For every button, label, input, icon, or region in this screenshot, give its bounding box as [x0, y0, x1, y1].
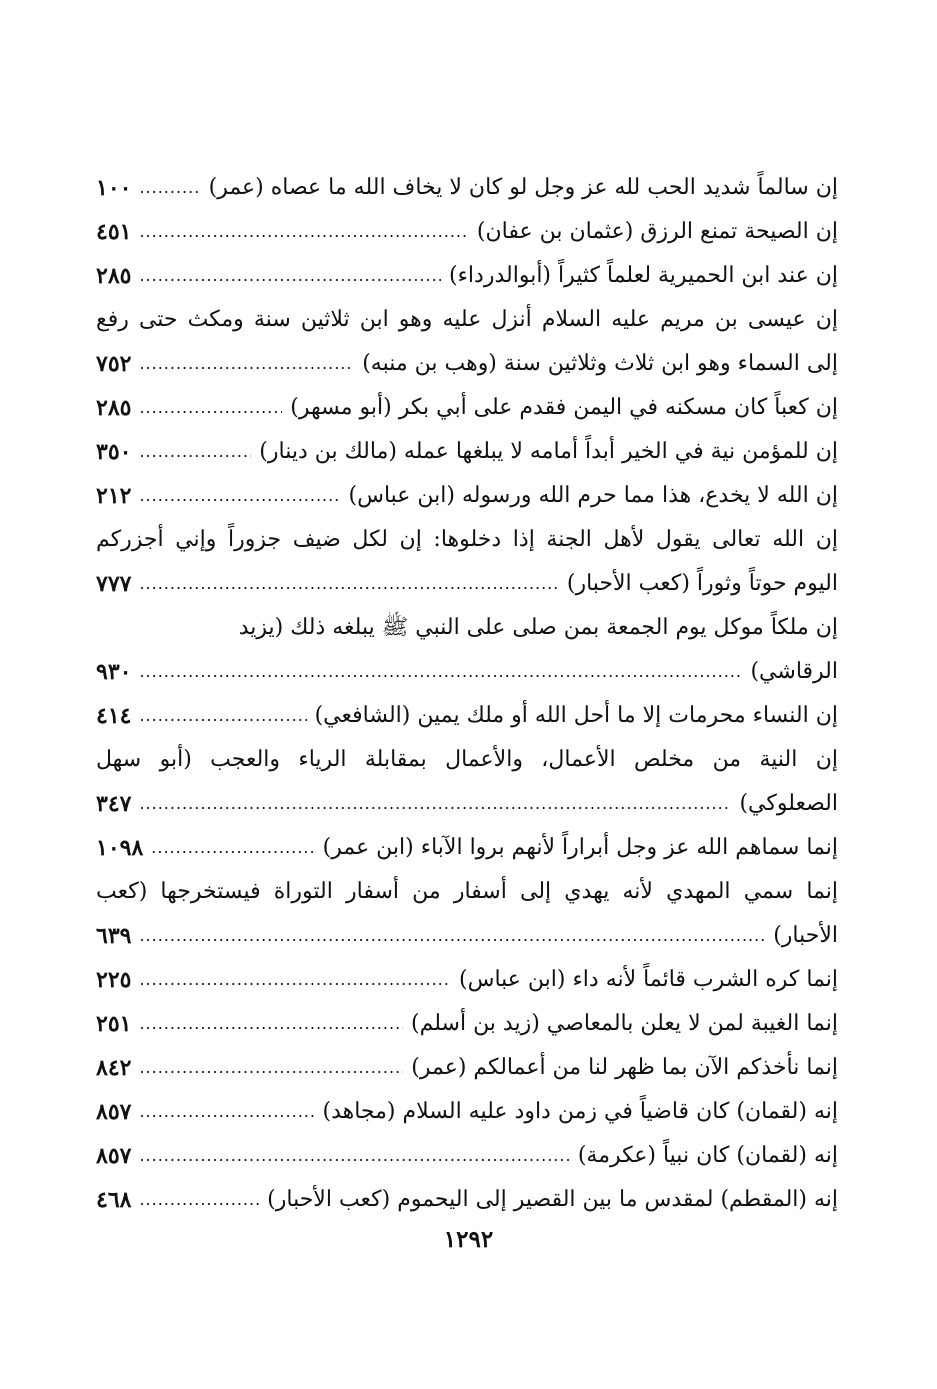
index-entry-page: ٨٥٧ [96, 1143, 132, 1169]
page-number: ١٢٩٢ [443, 1226, 494, 1253]
index-entry-text: إن الصيحة تمنع الرزق (عثمان بن عفان) [476, 219, 838, 244]
index-entry [96, 430, 838, 474]
index-entry-page: ٨٥٧ [96, 1099, 132, 1125]
index-entry [96, 826, 838, 870]
index-entry-text: إن كعباً كان مسكنه في اليمن فقدم على أبي بكر (أبو مسهر) [290, 395, 838, 420]
leader-dots [139, 1046, 403, 1090]
index-entry [96, 474, 838, 518]
index-entry-page: ٦٣٩ [96, 923, 132, 949]
index-entry [96, 254, 838, 298]
index-entry-text: إنما نأخذكم الآن بما ظهر لنا من أعمالكم (عمر) [411, 1055, 838, 1080]
index-entry-text: إنما سماهم الله عز وجل أبراراً لأنهم بروا الآباء (ابن عمر) [322, 835, 838, 860]
leader-dots [139, 342, 354, 386]
index-entry-text: الرقاشي) [750, 659, 838, 684]
index-entry-page: ٤٥١ [96, 219, 132, 245]
index-entry [96, 958, 838, 1002]
index-entry [96, 1002, 838, 1046]
leader-dots [139, 474, 340, 518]
leader-dots [139, 782, 731, 826]
index-entry [96, 1090, 838, 1134]
index-entry-page: ٢١٢ [96, 483, 132, 509]
index-entry [96, 870, 838, 958]
index-entry [96, 298, 838, 386]
index-entry [96, 1046, 838, 1090]
index-entry-text: إنه (لقمان) كان نبياً (عكرمة) [577, 1143, 838, 1168]
index-entry-text: إنه (لقمان) كان قاضياً في زمن داود عليه السلام (مجاهد) [322, 1099, 838, 1124]
index-entry [96, 518, 838, 606]
index-entry-text: الأحبار) [773, 923, 838, 948]
index-entry-page: ٢٨٥ [96, 395, 132, 421]
index-entry-text: إن للمؤمن نية في الخير أبداً أمامه لا يبلغها عمله (مالك بن دينار) [259, 439, 838, 464]
index-entry-first-line: إن عيسى بن مريم عليه السلام أنزل عليه وهو ابن ثلاثين سنة ومكث حتى رفع [96, 307, 838, 332]
index-entry-page: ٢٢٥ [96, 967, 132, 993]
index-entry-text: إلى السماء وهو ابن ثلاث وثلاثين سنة (وهب بن منبه) [362, 351, 838, 376]
leader-dots [139, 958, 451, 1002]
index-entry-page: ٣٥٠ [96, 439, 132, 465]
leader-dots [139, 1002, 403, 1046]
index-entry-first-line: إن ملكاً موكل يوم الجمعة بمن صلى على النبي ﷺ يبلغه ذلك (يزيد [238, 615, 838, 640]
leader-dots [139, 562, 558, 606]
index-entry-page: ١٠٩٨ [96, 835, 144, 861]
index-entry [96, 386, 838, 430]
leader-dots [139, 914, 765, 958]
index-entry-first-line: إنما سمي المهدي لأنه يهدي إلى أسفار من أسفار التوراة فيستخرجها (كعب [96, 879, 838, 904]
index-entry [96, 606, 838, 694]
index-entry [96, 1134, 838, 1178]
index-entry [96, 210, 838, 254]
index-entry-page: ٢٨٥ [96, 263, 132, 289]
index-entry [96, 738, 838, 826]
leader-dots [139, 694, 306, 738]
index-entry-page: ١٠٠ [96, 175, 132, 201]
index-entry-page: ٤١٤ [96, 703, 132, 729]
index-entry-text: إنما الغيبة لمن لا يعلن بالمعاصي (زيد بن أسلم) [411, 1011, 838, 1036]
index-entry-text: اليوم حوتاً وثوراً (كعب الأحبار) [566, 571, 838, 596]
leader-dots [139, 254, 441, 298]
leader-dots [151, 826, 314, 870]
index-entry-page: ٨٤٢ [96, 1055, 132, 1081]
index-entry-first-line: إن الله تعالى يقول لأهل الجنة إذا دخلوها: إن لكل ضيف جزوراً وإني أجزركم [96, 527, 838, 552]
index-entry [96, 1178, 838, 1222]
index-entry-text: الصعلوكي) [739, 791, 838, 816]
leader-dots [139, 166, 200, 210]
index-entry-text: إنما كره الشرب قائماً لأنه داء (ابن عباس) [459, 967, 838, 992]
index-entry-text: إن سالماً شديد الحب لله عز وجل لو كان لا يخاف الله ما عصاه (عمر) [208, 175, 838, 200]
index-entry [96, 166, 838, 210]
index-entry-text: إن الله لا يخدع، هذا مما حرم الله ورسوله (ابن عباس) [348, 483, 838, 508]
index-entry-page: ٤٦٨ [96, 1187, 132, 1213]
index-entry [96, 694, 838, 738]
index-entry-text: إنه (المقطم) لمقدس ما بين القصير إلى اليحموم (كعب الأحبار) [267, 1187, 838, 1212]
index-entry-page: ٧٧٧ [96, 571, 132, 597]
leader-dots [139, 210, 468, 254]
leader-dots [139, 1090, 314, 1134]
leader-dots [139, 430, 251, 474]
index-entry-text: إن عند ابن الحميرية لعلماً كثيراً (أبوالدرداء) [449, 263, 838, 288]
leader-dots [139, 386, 282, 430]
index-entry-page: ٩٣٠ [96, 659, 132, 685]
index-entry-text: إن النساء محرمات إلا ما أحل الله أو ملك يمين (الشافعي) [314, 703, 838, 728]
index-entry-page: ٢٥١ [96, 1011, 132, 1037]
index-entry-page: ٣٤٧ [96, 791, 132, 817]
leader-dots [139, 1134, 569, 1178]
leader-dots [139, 650, 742, 694]
index-entry-page: ٧٥٢ [96, 351, 132, 377]
leader-dots [139, 1178, 259, 1222]
index-entry-first-line: إن النية من مخلص الأعمال، والأعمال بمقابلة الرياء والعجب (أبو سهل [96, 747, 838, 772]
index-list [96, 166, 838, 1222]
